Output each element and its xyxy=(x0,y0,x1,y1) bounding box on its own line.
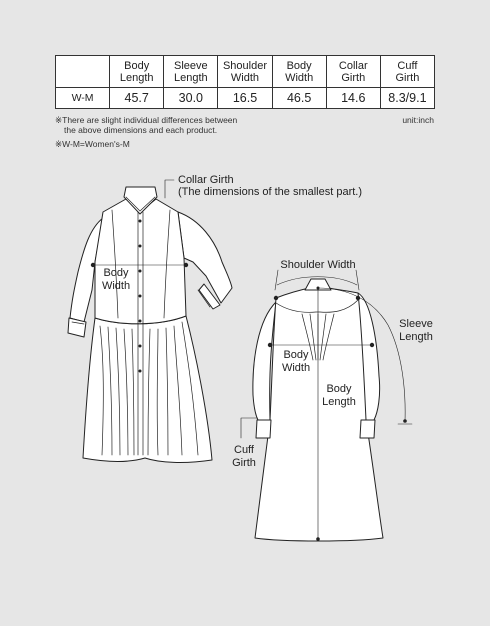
back-left-cuff xyxy=(256,420,271,438)
label-cuff-girth: Cuff Girth xyxy=(232,444,256,469)
header-cuff-girth: Cuff Girth xyxy=(380,56,434,88)
header-body-width: Body Width xyxy=(272,56,326,88)
note-2: ※W-M=Women's-M xyxy=(55,139,130,149)
note-1: ※There are slight individual differences between the above dimensions and each product. xyxy=(55,115,238,135)
value-sleeve-length: 30.0 xyxy=(164,88,218,109)
unit-label: unit:inch xyxy=(402,115,434,125)
label-collar-girth-note: (The dimensions of the smallest part.) xyxy=(178,186,363,198)
front-shirt-dress xyxy=(68,187,232,462)
value-shoulder-width: 16.5 xyxy=(218,88,272,109)
header-sleeve-length: Sleeve Length xyxy=(164,56,218,88)
value-body-length: 45.7 xyxy=(110,88,164,109)
cuff-girth-leader xyxy=(241,418,257,438)
header-collar-girth: Collar Girth xyxy=(326,56,380,88)
label-body-width-back: Body Width xyxy=(281,349,311,374)
label-body-length: Body Length xyxy=(322,383,356,408)
size-cell: W-M xyxy=(56,88,110,109)
value-cuff-girth: 8.3/9.1 xyxy=(380,88,434,109)
value-body-width: 46.5 xyxy=(272,88,326,109)
front-bodice xyxy=(95,199,186,324)
back-right-cuff xyxy=(360,420,375,438)
value-collar-girth: 14.6 xyxy=(326,88,380,109)
collar-girth-leader xyxy=(165,180,174,198)
label-body-width-front: Body Width xyxy=(101,267,131,292)
header-shoulder-width: Shoulder Width xyxy=(218,56,272,88)
label-collar-girth: Collar Girth xyxy=(178,174,234,186)
header-body-length: Body Length xyxy=(110,56,164,88)
label-shoulder-width: Shoulder Width xyxy=(280,259,356,271)
label-sleeve-length: Sleeve Length xyxy=(399,318,433,343)
